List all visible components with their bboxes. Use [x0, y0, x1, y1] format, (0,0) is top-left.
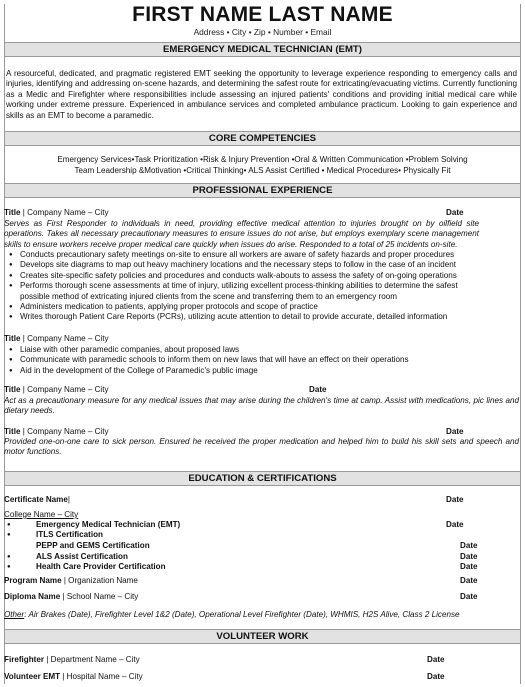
- diploma-name: Diploma Name: [4, 592, 61, 601]
- list-item: ● ITLS Certification: [4, 530, 264, 540]
- cert-emt-date: Date: [446, 520, 464, 529]
- list-item: ● Aid in the development of the College of Paramedic's public image: [6, 366, 479, 376]
- program-name: Program Name: [4, 576, 62, 585]
- job-3-date: Date: [309, 385, 327, 394]
- job-4-date: Date: [446, 427, 464, 436]
- certificate-name: Certificate Name: [4, 495, 68, 504]
- list-item: ● Health Care Provider Certification: [4, 562, 264, 572]
- volunteer-2-date: Date: [427, 672, 445, 681]
- cert-pepp: PEPP and GEMS Certification: [36, 541, 150, 550]
- contact-line: Address • City • Zip • Number • Email: [193, 27, 332, 37]
- core-competencies-header: CORE COMPETENCIES: [5, 131, 520, 146]
- job-1-company: | Company Name – City: [20, 208, 109, 217]
- other-certs: [4, 610, 519, 620]
- job-1-bullets: [6, 250, 479, 323]
- program-heading: [4, 576, 138, 586]
- certificate-date: Date: [446, 495, 464, 504]
- certificate-sep: |: [67, 495, 70, 504]
- job-1-date: Date: [446, 208, 464, 217]
- list-item: ● Writes thorough Patient Care Reports (PCRs), utilizing acute attention to detail to provide accurate, detailed information: [6, 312, 479, 322]
- program-date: Date: [460, 576, 478, 585]
- competencies-line-1: Emergency Services•Task Prioritization •Risk & Injury Prevention •Oral & Written Communication •Problem Solving: [57, 155, 468, 164]
- diploma-date: Date: [460, 592, 478, 601]
- volunteer-2-org: | Hospital Name – City: [60, 672, 143, 681]
- cert-hcp-date: Date: [460, 562, 478, 571]
- job-4-intro: Provided one-on-one care to sick person. Ensured he received the proper medication and helped him to build his skill sets and speech and motor functions.: [4, 437, 519, 457]
- other-label: Other: [4, 610, 25, 619]
- diploma-heading: [4, 592, 138, 602]
- summary-text: A resourceful, dedicated, and pragmatic registered EMT seeking the opportunity to leverage experience responding to emergency calls and injuries, identifying and addressing on-scene hazards, and determining the safest route for extricating/evacuating victims. Currently functioning as a Medic and Firefighter where responsibilities include assessing an injured patients' conditions and providing initial medical care while working under extreme pressure. Experienced in ambulance services and completed ambulance practicum. Looking to gain experience and skills as an EMT to become a paramedic.: [6, 69, 517, 120]
- cert-list: [4, 520, 264, 541]
- diploma-org: | School Name – City: [60, 592, 139, 601]
- list-item: ● Liaise with other paramedic companies, about proposed laws: [6, 345, 479, 355]
- job-4-company: | Company Name – City: [20, 427, 109, 436]
- right-border: [520, 4, 521, 684]
- volunteer-2-title: Volunteer EMT: [4, 672, 61, 681]
- job-1-intro: Serves as First Responder to individuals in need, providing effective medical attention to injuries brought on by oilfield site operations. Takes all necessary precautionary measures to ensure issues do not arise, but employs exemplary scene management skills to ensure workers receive proper medical care quickly when issues do arise. Responded to a total of 25 incidents on-site.: [4, 219, 479, 249]
- job-1-title: Title: [4, 208, 21, 217]
- job-3-heading: [4, 385, 109, 395]
- cert-als-date: Date: [460, 551, 478, 561]
- job-4-heading: [4, 427, 109, 437]
- job-3-title: Title: [4, 385, 21, 394]
- list-item: ● Creates site-specific safety policies and procedures and conducts walk-abouts to assess the safety of on-going operations: [6, 271, 479, 281]
- cert-list-2: [4, 552, 264, 573]
- volunteer-header: VOLUNTEER WORK: [5, 629, 520, 644]
- job-2-title: Title: [4, 334, 21, 343]
- list-item: ● Emergency Medical Technician (EMT): [4, 520, 264, 530]
- professional-experience-header: PROFESSIONAL EXPERIENCE: [5, 183, 520, 198]
- volunteer-1: [4, 655, 140, 665]
- list-item: ● Develops site diagrams to map out heavy machinery locations and the necessary steps to follow in the case of an incident: [6, 260, 479, 270]
- program-org: | Organization Name: [61, 576, 138, 585]
- certificate-heading: [4, 495, 70, 505]
- list-item: ● Administers medication to patients, applying proper protocols and scope of practice: [6, 302, 479, 312]
- list-item: ● ALS Assist Certification: [4, 552, 264, 562]
- job-2-bullets: [6, 345, 479, 376]
- volunteer-1-org: | Department Name – City: [44, 655, 140, 664]
- competencies-line-2: Team Leadership &Motivation •Critical Thinking• ALS Assist Certified • Medical Procedures• Physically Fit: [74, 165, 451, 175]
- job-3-company: | Company Name – City: [20, 385, 109, 394]
- volunteer-1-date: Date: [427, 655, 445, 664]
- education-header: EDUCATION & CERTIFICATIONS: [5, 471, 520, 486]
- job-4-title: Title: [4, 427, 21, 436]
- volunteer-1-title: Firefighter: [4, 655, 45, 664]
- candidate-name: FIRST NAME LAST NAME: [132, 3, 393, 26]
- list-item: ● Conducts precautionary safety meetings on-site to ensure all workers are aware of safety hazards and proper procedures: [6, 250, 479, 260]
- job-2-heading: [4, 334, 109, 344]
- college-name: College Name – City: [4, 510, 79, 519]
- other-text: : Air Brakes (Date), Firefighter Level 1&2 (Date), Operational Level Firefighter (Date), WHMIS, H2S Alive, Class 2 License: [24, 610, 460, 619]
- job-1-heading: [4, 208, 109, 218]
- cert-pepp-date: Date: [460, 541, 478, 550]
- list-item: ● Communicate with paramedic schools to inform them on new laws that will have an effect on their operations: [6, 355, 479, 365]
- volunteer-2: [4, 672, 143, 682]
- list-item: ● Performs thorough scene assessments at time of injury, utilizing excellent process-thinking abilities to determine the safest possible method of extricating injured clients from the scene and transferring them to an emergency room: [6, 281, 479, 302]
- job-title-bar: EMERGENCY MEDICAL TECHNICIAN (EMT): [5, 42, 520, 57]
- job-3-intro: Act as a precautionary measure for any medical issues that may arise during the children's time at camp. Assist with medications, pic lines and dietary needs.: [4, 396, 519, 416]
- job-2-company: | Company Name – City: [20, 334, 109, 343]
